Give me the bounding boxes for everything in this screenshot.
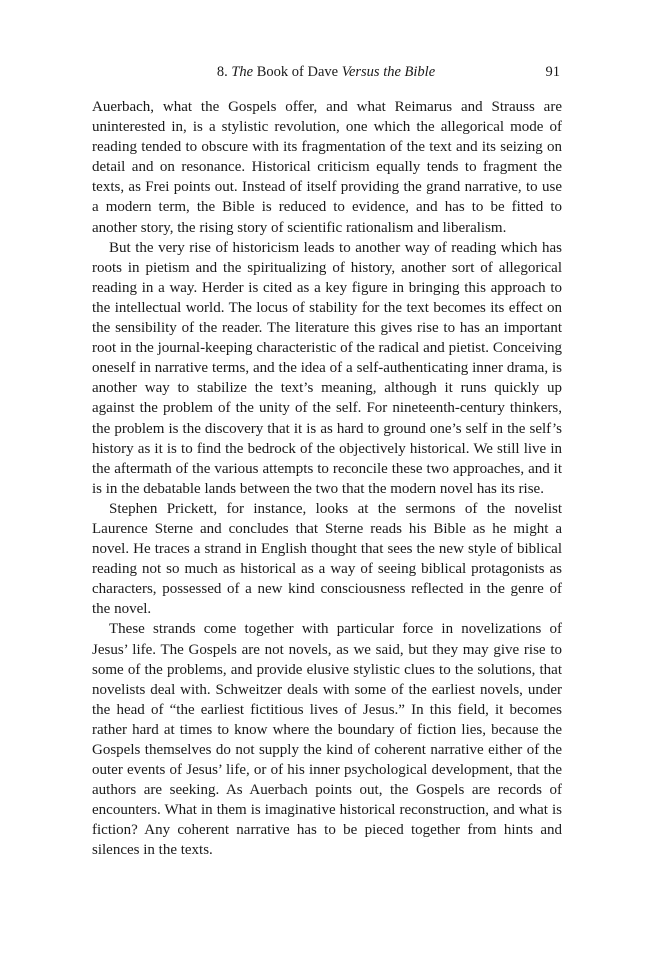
paragraph-3: Stephen Prickett, for instance, looks at the sermons of the novelist Laurence Sterne and concludes that Sterne reads his Bible as he might a novel. He traces a strand in English thought that sees the new style of biblical reading not so much as historical as a way of seeing biblical protagonists as characters, possessed of a new kind consciousness reflected in the genre of the novel.	[92, 500, 562, 618]
paragraph-1: Auerbach, what the Gospels offer, and what Reimarus and Strauss are uninterested in, is a stylistic revolution, one which the allegorical mode of reading tended to obscure with its fragmentation of the text and its seizing on detail and on resonance. Historical criticism equally tends to fragment the texts, as Frei points out. Instead of itself providing the grand narrative, to use a modern term, the Bible is reduced to evidence, and has to be fitted to another story, the rising story of scientific rationalism and liberalism.	[92, 99, 562, 236]
title-italic-the: The	[231, 64, 254, 80]
title-book-of-dave: Book of Dave	[256, 64, 339, 80]
body-text	[92, 97, 562, 861]
running-title	[92, 62, 560, 82]
chapter-number: 8.	[216, 64, 228, 80]
page-number: 91	[545, 64, 560, 80]
title-versus-the-bible: Versus the Bible	[341, 64, 436, 80]
paragraph-2: But the very rise of historicism leads to another way of reading which has roots in pietism and the spiritualizing of history, another sort of allegorical reading in a way. Herder is cited as a key figure in bringing this approach to the intellectual world. The locus of stability for the text becomes its effect on the sensibility of the reader. The literature this gives rise to has an important root in the journal-keeping characteristic of the radical and pietist. Conceiving oneself in narrative terms, and the idea of a self-authenticating inner drama, is another way to stabilize the text’s meaning, although it runs quickly up against the problem of the unity of the self. For nineteenth-century thinkers, the problem is the discovery that it is as hard to ground one’s self in the self’s history as it is to find the bedrock of the objectively historical. We still live in the aftermath of the various attempts to reconcile these two approaches, and it is in the debatable lands between the two that the modern novel has its rise.	[92, 239, 562, 497]
paragraph-4: These strands come together with particular force in novelizations of Jesus’ life. The Gospels are not novels, as we said, but they may give rise to some of the problems, and provide elusive stylistic clues to the solutions, that novelists deal with. Schweitzer deals with some of the earliest novels, under the head of “the earliest fictitious lives of Jesus.” In this field, it becomes rather hard at times to know where the boundary of fiction lies, because the Gospels themselves do not supply the kind of coherent narrative either of the outer events of Jesus’ life, or of his inner psychological development, that the authors are seeking. As Auerbach points out, the Gospels are records of encounters. What in them is imaginative historical reconstruction, and what is fiction? Any coherent narrative has to be pieced together from hints and silences in the texts.	[92, 621, 562, 859]
running-head	[92, 62, 560, 82]
